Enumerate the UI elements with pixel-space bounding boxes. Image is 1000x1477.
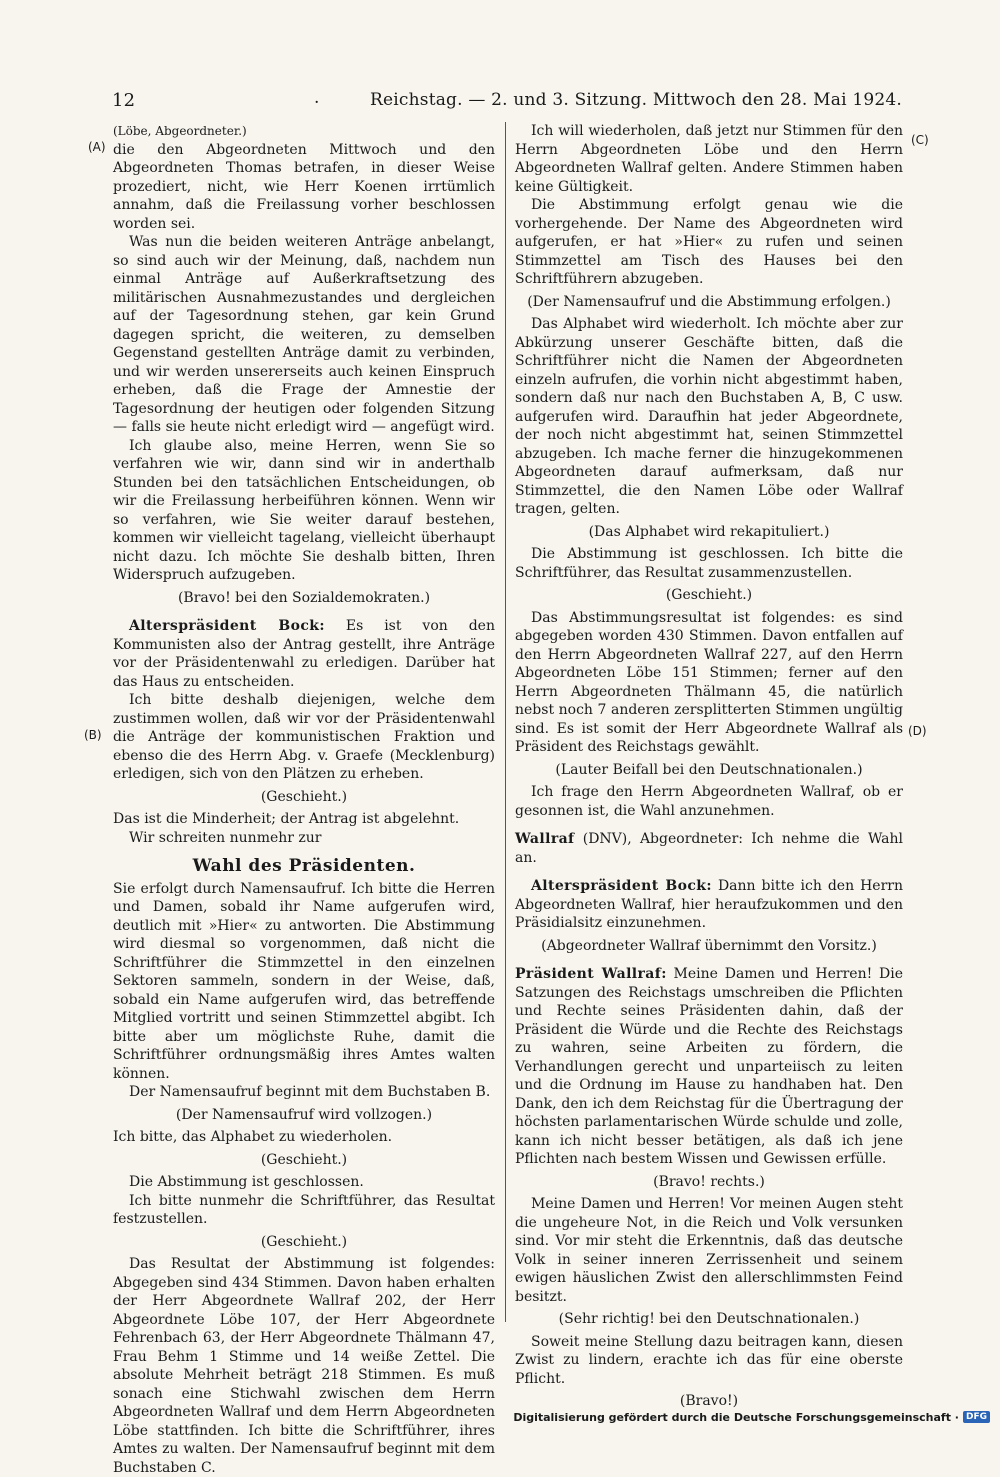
dfg-logo: DFG	[963, 1411, 990, 1423]
page-number: 12	[112, 90, 136, 111]
paragraph: Die Abstimmung ist geschlossen. Ich bitte die Schriftführer, das Resultat zusammenzustellen.	[515, 546, 903, 581]
margin-marker-b: (B)	[84, 728, 102, 742]
speech-text: (DNV), Abgeordneter: Ich nehme die Wahl an.	[515, 831, 903, 866]
paragraph: Das Alphabet wird wiederholt. Ich möchte aber zur Abkürzung unserer Geschäfte bitten, daß die Schriftführer nicht die Namen der Abgeordneten einzeln aufrufen, die vorhin nicht abgestimmt haben, sondern daß nur nach den Buchstaben A, B, C usw. aufgerufen wird. Daraufhin hat jeder Abgeordnete, der noch nicht abgestimmt hat, seinen Stimmzettel abzugeben. Ich mache ferner die hinzugekommenen Abgeordneten darauf aufmerksam, daß nur Stimmzettel, die den Namen Löbe oder Wallraf tragen, gelten.	[515, 316, 903, 517]
footer-text: Digitalisierung gefördert durch die Deutsche Forschungsgemeinschaft ·	[513, 1410, 959, 1424]
section-heading: Wahl des Präsidenten.	[192, 856, 416, 876]
reaction: (Abgeordneter Wallraf übernimmt den Vorsitz.)	[541, 937, 877, 954]
paragraph: Soweit meine Stellung dazu beitragen kann, diesen Zwist zu lindern, erachte ich das für eine oberste Pflicht.	[515, 1333, 903, 1387]
left-column	[113, 122, 495, 1477]
paragraph: Ich glaube also, meine Herren, wenn Sie so verfahren wie wir, dann sind wir in anderthalb Stunden bei den tatsächlichen Entscheidungen, ob wir die Freilassung herbeiführen können. Wenn wir so verfahren, wie Sie weiter darauf bestehen, kommen wir vielleicht tagelang, vielleicht überhaupt nicht dazu. Ich möchte Sie deshalb bitten, Ihren Widerspruch aufzugeben.	[113, 437, 495, 583]
digitization-footer	[513, 1408, 990, 1426]
speech-paragraph	[515, 830, 903, 867]
margin-marker-d: (D)	[908, 724, 927, 738]
page-header	[112, 88, 902, 114]
paragraph: Ich bitte nunmehr die Schriftführer, das Resultat festzustellen.	[113, 1192, 495, 1227]
reaction: (Das Alphabet wird rekapituliert.)	[588, 523, 830, 540]
reaction: (Geschieht.)	[260, 788, 348, 805]
header-dot: .	[314, 88, 320, 108]
paragraph: Ich bitte, das Alphabet zu wiederholen.	[113, 1129, 393, 1145]
reaction: (Der Namensaufruf und die Abstimmung erfolgen.)	[527, 293, 891, 310]
margin-marker-c: (C)	[911, 133, 929, 147]
paragraph: die den Abgeordneten Mittwoch und den Abgeordneten Thomas betrafen, in dieser Weise prozediert, nicht, wie Herr Koenen irrtümlich annahm, daß die Freilassung vorher beschlossen worden sei.	[113, 141, 495, 232]
speech-text: Dann bitte ich den Herrn Abgeordneten Wallraf, hier heraufzukommen und den Präsidialsitz einzunehmen.	[515, 878, 903, 931]
speech-text: Es ist von den Kommunisten also der Antrag gestellt, ihre Anträge vor der Präsidentenwahl zu erledigen. Darüber hat das Haus zu entscheiden.	[113, 618, 495, 690]
reaction: (Bravo!)	[679, 1393, 739, 1409]
paragraph: Das Resultat der Abstimmung ist folgendes: Abgegeben sind 434 Stimmen. Davon haben erhalten der Herr Abgeordnete Wallraf 202, der Herr Abgeordnete Löbe 107, der Herr Abgeordnete Fehrenbach 63, der Herr Abgeordnete Thälmann 47, Frau Behm 1 Stimme und 14 weiße Zettel. Die absolute Mehrheit beträgt 218 Stimmen. Es muß sonach eine Stichwahl zwischen dem Herrn Abgeordneten Wallraf und dem Herrn Abgeordneten Löbe stattfinden. Ich bitte die Schriftführer, ihres Amtes zu walten. Der Namensaufruf beginnt mit dem Buchstaben C.	[113, 1256, 495, 1476]
paragraph: Ich bitte deshalb diejenigen, welche dem zustimmen wollen, daß wir vor der Präsidentenwahl die Anträge der kommunistischen Fraktion und ebenso die des Herrn Abg. v. Graefe (Mecklenburg) erledigen, sich von den Plätzen zu erheben.	[113, 692, 495, 782]
paragraph: Ich will wiederholen, daß jetzt nur Stimmen für den Herrn Abgeordneten Löbe und den Herrn Abgeordneten Wallraf gelten. Andere Stimmen haben keine Gültigkeit.	[515, 123, 903, 195]
paragraph: Ich frage den Herrn Abgeordneten Wallraf, ob er gesonnen ist, die Wahl anzunehmen.	[515, 784, 903, 819]
right-column	[515, 122, 903, 1415]
paragraph: Die Abstimmung erfolgt genau wie die vorhergehende. Der Name des Abgeordneten wird aufgerufen, er hat »Hier« zu rufen und seinen Stimmzettel am Tisch des Hauses bei den Schriftführern abzugeben.	[515, 197, 903, 287]
speech-paragraph	[515, 877, 903, 933]
running-title: Reichstag. — 2. und 3. Sitzung. Mittwoch den 28. Mai 1924.	[370, 90, 902, 110]
paragraph: Der Namensaufruf beginnt mit dem Buchstaben B.	[129, 1084, 491, 1100]
speaker-name: Alterspräsident Bock:	[129, 618, 325, 634]
reaction: (Sehr richtig! bei den Deutschnationalen.)	[558, 1311, 860, 1327]
speech-text: Meine Damen und Herren! Die Satzungen des Reichstags umschreiben die Pflichten und Rechte seines Präsidenten dahin, daß der Präsident die Würde und die Rechte des Reichstags zu wahren, seine Arbeiten zu fördern, die Verhandlungen gerecht und unparteiisch zu leiten und die Ordnung im Hause zu handhaben hat. Den Dank, den ich dem Reichstag für die Übertragung der höchsten parlamentarischen Würde schulde und zolle, kann ich nicht besser betätigen, als daß ich jene Pflichten nach bestem Wissen und Gewissen erfülle.	[515, 966, 903, 1167]
paragraph: Meine Damen und Herren! Vor meinen Augen steht die ungeheure Not, in die Reich und Volk versunken sind. Vor mir steht die Erkenntnis, daß das deutsche Volk in seiner inneren Zerrissenheit und seinem ewigen häuslichen Zwist den allerschlimmsten Feind besitzt.	[515, 1196, 903, 1305]
paragraph: Was nun die beiden weiteren Anträge anbelangt, so sind auch wir der Meinung, daß, nachdem nun einmal Anträge auf Außerkraftsetzung des militärischen Ausnahmezustandes und dergleichen auf der Tagesordnung stehen, gar kein Grund dagegen spricht, die weiteren, zu demselben Gegenstand gestellten Anträge damit zu verbinden, und wir werden unsererseits auch keinen Einspruch erheben, daß die Frage der Amnestie der Tagesordnung der heutigen oder folgenden Sitzung — falls sie heute nicht erledigt wird — angefügt wird.	[113, 234, 495, 435]
reaction: (Geschieht.)	[260, 1151, 348, 1168]
reaction: (Geschieht.)	[665, 587, 753, 603]
margin-marker-a: (A)	[88, 140, 106, 154]
paragraph: Das ist die Minderheit; der Antrag ist abgelehnt.	[113, 811, 460, 827]
reaction: (Lauter Beifall bei den Deutschnationalen.)	[555, 761, 863, 778]
paragraph: Sie erfolgt durch Namensaufruf. Ich bitte die Herren und Damen, sobald ihr Name aufgerufen wird, deutlich mit »Hier« zu antworten. Die Abstimmung wird diesmal so vorgenommen, daß nicht die Schriftführer die Stimmzettel in den einzelnen Sektoren sammeln, sondern in der Weise, daß, sobald ein Name aufgerufen wird, das betreffende Mitglied vortritt und seinen Stimmzettel abgibt. Ich bitte aber um möglichste Ruhe, damit die Schriftführer ordnungsmäßig ihres Amtes walten können.	[113, 880, 495, 1082]
speaker-name: Wallraf	[515, 831, 575, 847]
speaker-name: Präsident Wallraf:	[515, 966, 667, 982]
speaker-continuation: (Löbe, Abgeordneter.)	[113, 124, 247, 138]
column-divider	[505, 122, 506, 1322]
reaction: (Bravo! rechts.)	[653, 1173, 765, 1190]
reaction: (Bravo! bei den Sozialdemokraten.)	[177, 589, 431, 606]
speech-paragraph	[515, 965, 903, 1169]
speaker-name: Alterspräsident Bock:	[531, 878, 712, 894]
reaction: (Der Namensaufruf wird vollzogen.)	[175, 1106, 433, 1123]
reaction: (Geschieht.)	[260, 1233, 348, 1250]
speech-paragraph	[113, 617, 495, 691]
paragraph: Die Abstimmung ist geschlossen.	[129, 1174, 364, 1190]
paragraph: Das Abstimmungsresultat ist folgendes: es sind abgegeben worden 430 Stimmen. Davon entfallen auf den Herrn Abgeordneten Wallraf 227, auf den Herrn Abgeordneten Löbe 151 Stimmen; ferner auf den Herrn Abgeordneten Thälmann 45, die natürlich nebst noch 7 anderen zersplitterten Stimmen ungültig sind. Es ist somit der Herr Abgeordnete Wallraf als Präsident des Reichstags gewählt.	[515, 609, 903, 755]
paragraph: Wir schreiten nunmehr zur	[129, 829, 322, 846]
